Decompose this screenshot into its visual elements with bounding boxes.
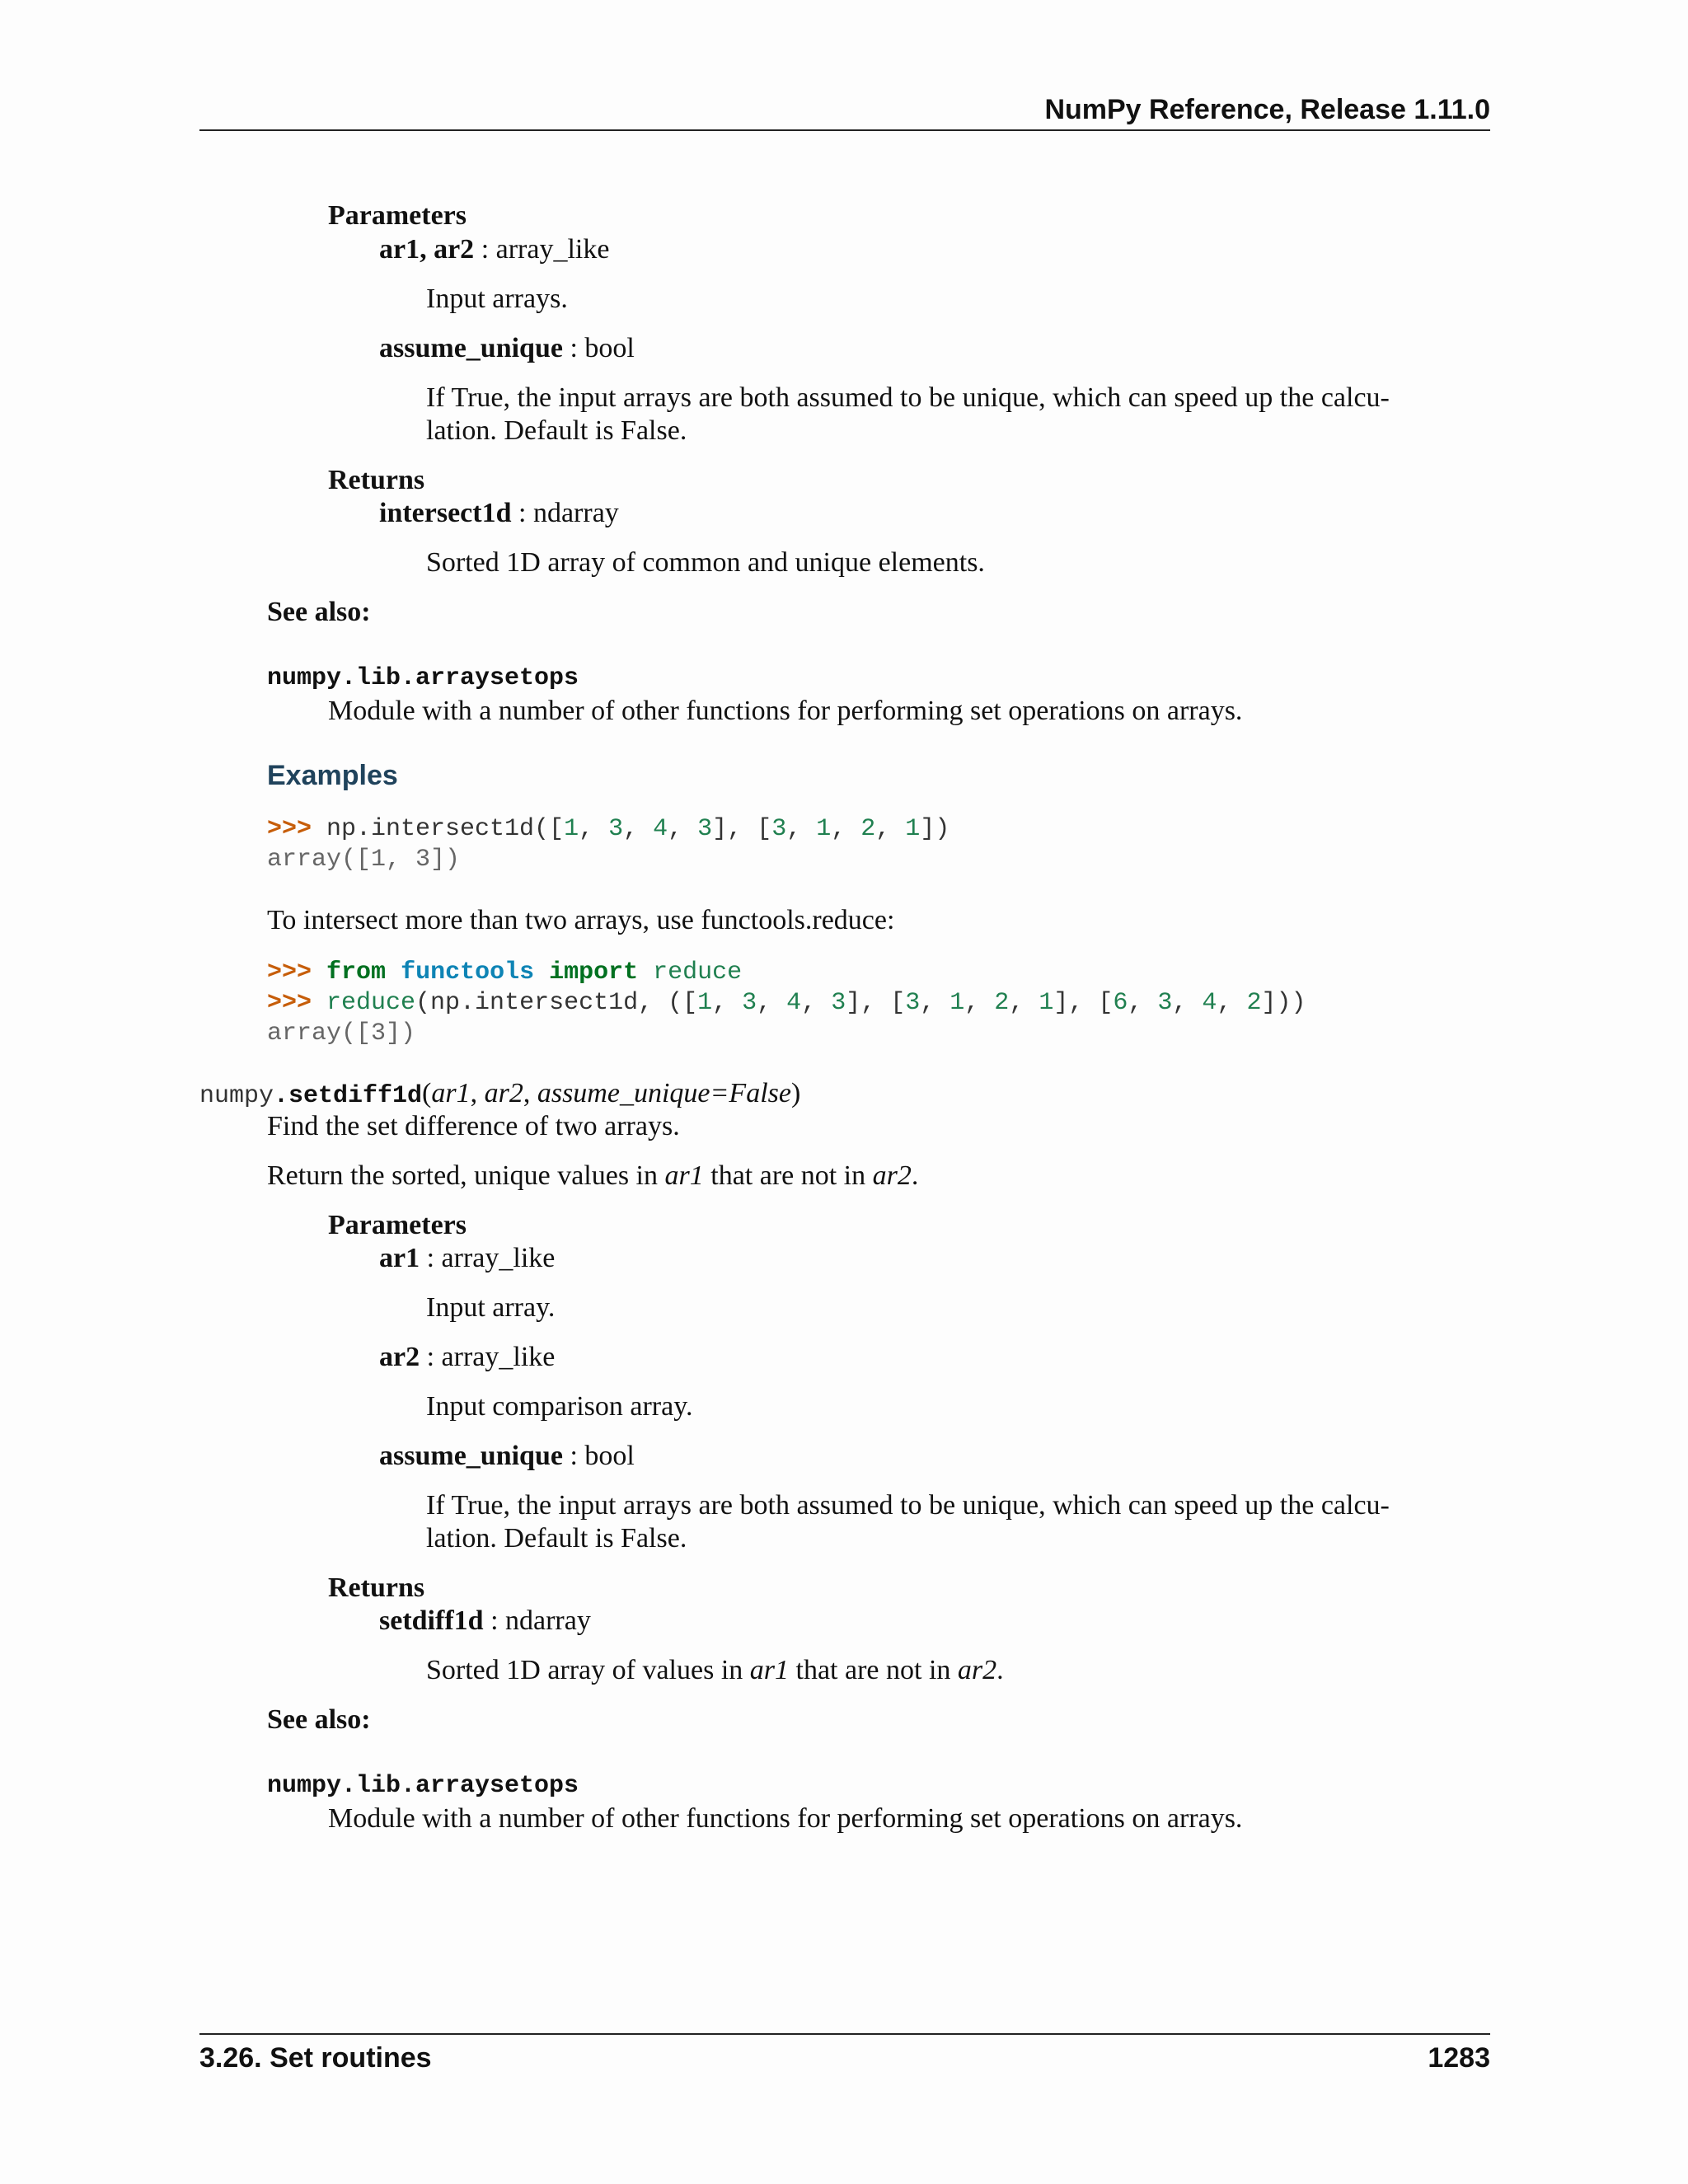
intersect-param-assume-unique-desc-2: lation. Default is False.: [426, 415, 687, 446]
return-name: setdiff1d: [379, 1605, 484, 1636]
code-output-3: array([3]): [267, 1019, 416, 1047]
sig-arg-ar2: ar2: [484, 1078, 523, 1108]
code-output-1: array([1, 3]): [267, 846, 461, 874]
param-type: : bool: [562, 1441, 635, 1471]
setdiff-returns-heading: Returns: [328, 1572, 425, 1603]
intersect-param-assume-unique-desc-1: If True, the input arrays are both assumed to be unique, which can speed up the calcu-: [426, 382, 1390, 413]
desc-text: .: [911, 1160, 919, 1191]
footer-section: 3.26. Set routines: [199, 2042, 432, 2074]
code-prompt: >>>: [267, 958, 312, 987]
examples-text: To intersect more than two arrays, use functools.reduce:: [267, 905, 895, 935]
sig-arg-ar1: ar1: [431, 1078, 471, 1108]
setdiff-param-ar1: [379, 1242, 555, 1275]
setdiff-param-assume-unique-desc-2: lation. Default is False.: [426, 1523, 687, 1554]
sig-open: (: [422, 1078, 432, 1108]
intersect-param-ar1-ar2-desc: Input arrays.: [426, 284, 568, 314]
desc-text: that are not in: [789, 1655, 958, 1685]
param-type: : bool: [562, 333, 635, 363]
sig-arg-assume-unique: assume_unique=False: [537, 1078, 791, 1108]
setdiff-param-ar2-desc: Input comparison array.: [426, 1391, 693, 1422]
desc-text: Return the sorted, unique values in: [267, 1160, 665, 1191]
setdiff-return: [379, 1605, 591, 1638]
setdiff-param-ar2: [379, 1341, 555, 1374]
desc-ar2: ar2: [957, 1655, 997, 1685]
intersect-see-also-link[interactable]: numpy.lib.arraysetops: [267, 664, 579, 692]
setdiff-see-also-desc: Module with a number of other functions for performing set operations on arrays.: [328, 1803, 1243, 1834]
return-type: : ndarray: [483, 1605, 591, 1636]
sig-close: ): [790, 1078, 801, 1108]
code-line-3: >>> reduce(np.intersect1d, ([1, 3, 4, 3], [3, 1, 2, 1], [6, 3, 4, 2])): [267, 989, 1306, 1017]
footer-rule: [199, 2033, 1490, 2035]
intersect-param-assume-unique: [379, 332, 635, 365]
intersect-return: [379, 497, 619, 530]
desc-ar1: ar1: [664, 1160, 704, 1191]
code-line-1: >>> np.intersect1d([1, 3, 4, 3], [3, 1, 2, 1]): [267, 815, 950, 843]
footer-page-number: 1283: [1428, 2042, 1490, 2074]
setdiff1d-summary: Find the set difference of two arrays.: [267, 1111, 680, 1141]
setdiff-params-heading: Parameters: [328, 1210, 467, 1240]
desc-text: that are not in: [703, 1160, 873, 1191]
param-name: assume_unique: [379, 1441, 563, 1471]
code-prompt: >>>: [267, 815, 312, 843]
intersect-param-ar1-ar2: [379, 233, 609, 266]
param-name: ar1, ar2: [379, 234, 475, 265]
header-rule: [199, 129, 1490, 131]
intersect-see-also-desc: Module with a number of other functions for performing set operations on arrays.: [328, 696, 1243, 726]
setdiff-return-desc: [426, 1654, 1004, 1687]
return-type: : ndarray: [511, 498, 619, 528]
code-keyword-import: import: [549, 958, 639, 987]
setdiff-see-also: See also:: [267, 1704, 371, 1735]
param-type: : array_like: [420, 1243, 556, 1273]
sig-name: .setdiff1d: [274, 1082, 423, 1110]
setdiff-param-assume-unique: [379, 1440, 635, 1473]
param-name: assume_unique: [379, 333, 563, 363]
sig-prefix: numpy: [199, 1082, 274, 1110]
setdiff1d-signature: numpy.setdiff1d(ar1, ar2, assume_unique=False): [199, 1078, 801, 1110]
param-type: : array_like: [474, 234, 610, 265]
setdiff-param-ar1-desc: Input array.: [426, 1292, 556, 1323]
setdiff1d-description: [267, 1160, 918, 1193]
intersect-return-desc: Sorted 1D array of common and unique elements.: [426, 547, 985, 578]
desc-ar2: ar2: [872, 1160, 912, 1191]
desc-text: Sorted 1D array of values in: [426, 1655, 750, 1685]
return-name: intersect1d: [379, 498, 512, 528]
code-module: functools: [401, 958, 535, 987]
param-name: ar2: [379, 1342, 420, 1372]
intersect-returns-heading: Returns: [328, 465, 425, 495]
param-type: : array_like: [420, 1342, 556, 1372]
examples-heading: Examples: [267, 760, 398, 791]
code-keyword-from: from: [326, 958, 387, 987]
desc-text: .: [996, 1655, 1004, 1685]
intersect-params-heading: Parameters: [328, 200, 467, 231]
intersect-see-also: See also:: [267, 597, 371, 627]
setdiff-see-also-link[interactable]: numpy.lib.arraysetops: [267, 1772, 579, 1800]
code-line-2: [267, 958, 742, 988]
code-prompt: >>>: [267, 989, 312, 1017]
desc-ar1: ar1: [749, 1655, 790, 1685]
header-title: NumPy Reference, Release 1.11.0: [1044, 94, 1490, 125]
param-name: ar1: [379, 1243, 420, 1273]
setdiff-param-assume-unique-desc-1: If True, the input arrays are both assumed to be unique, which can speed up the calcu-: [426, 1490, 1390, 1521]
code-name: reduce: [653, 958, 743, 987]
